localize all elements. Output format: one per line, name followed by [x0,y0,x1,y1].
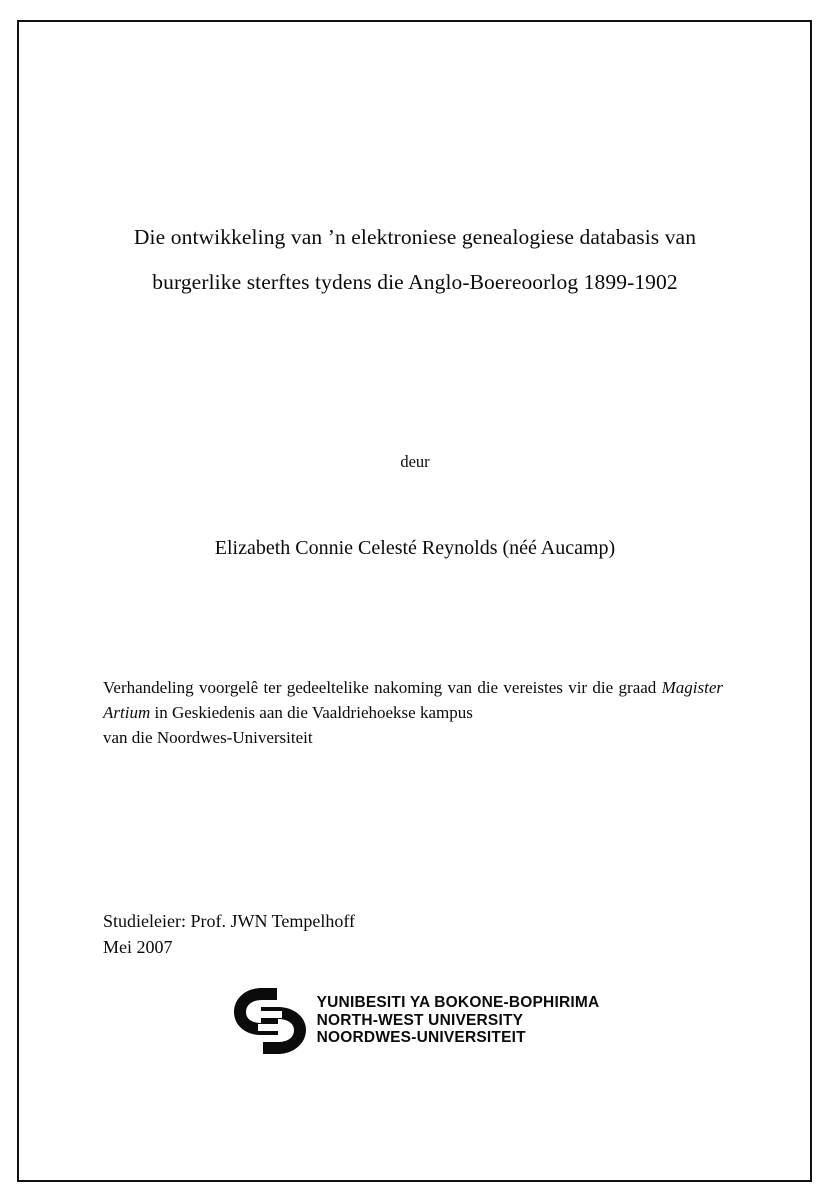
logo-text-line-2: NORTH-WEST UNIVERSITY [316,1011,524,1029]
supervisor-line: Studieleier: Prof. JWN Tempelhoff [103,911,356,931]
author-name: Elizabeth Connie Celesté Reynolds (néé Aucamp) [214,537,616,559]
statement-line-2-suffix: in Geskiedenis aan die Vaaldriehoekse kampus [150,703,473,722]
statement-line-1: Verhandeling voorgelê ter gedeeltelike nakoming van die vereistes vir die [103,678,614,697]
degree-name: Magister Artium [103,678,723,722]
statement-line-3: van die Noordwes-Universiteit [103,728,313,747]
page-title [85,215,745,305]
degree-statement [103,675,723,750]
page-content [85,20,745,1182]
logo-text-line-3: NOORDWES-UNIVERSITEIT [316,1029,526,1046]
statement-line-2-prefix: graad [618,678,662,697]
logo-text [317,985,600,1047]
university-logo [85,985,745,1057]
date-line: Mei 2007 [103,937,173,957]
byline-label: deur [400,452,430,471]
logo-text-line-1: YUNIBESITI YA BOKONE-BOPHIRIMA [316,994,600,1011]
supervisor-block [103,908,723,960]
nwu-logo-icon [231,985,309,1057]
title-line-1: Die ontwikkeling van ’n elektroniese genealogiese databasis van [133,225,697,249]
title-line-2: burgerlike sterftes tydens die Anglo-Boereoorlog 1899-1902 [152,270,678,294]
